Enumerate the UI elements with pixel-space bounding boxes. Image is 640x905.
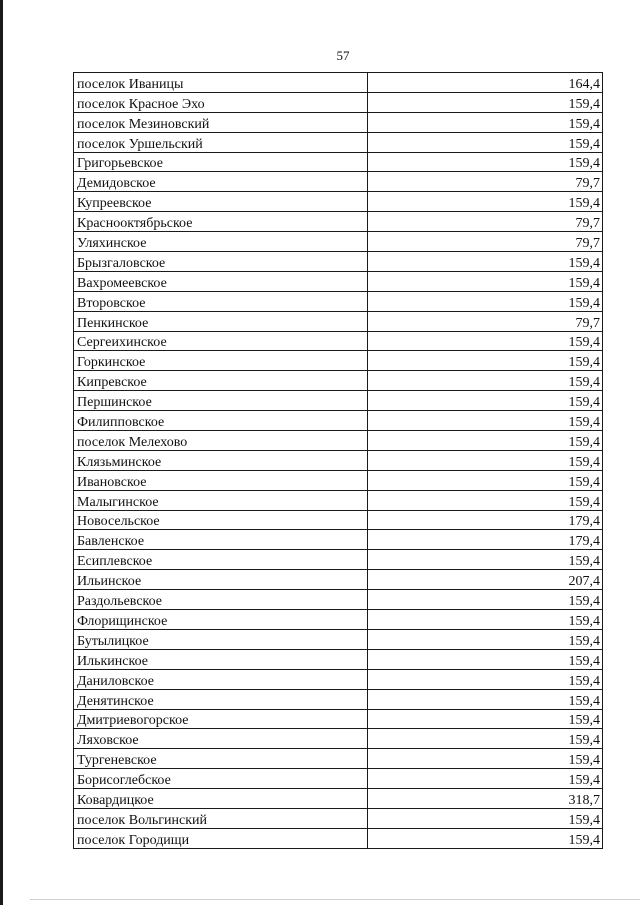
table-row (74, 610, 603, 630)
table-row (74, 570, 603, 590)
municipality-name-cell: Першинское (74, 391, 368, 411)
table-row (74, 331, 603, 351)
municipality-name-cell: Илькинское (74, 649, 368, 669)
page-number: 57 (336, 48, 350, 63)
municipality-name-cell: поселок Иваницы (74, 73, 368, 93)
amount-cell: 159,4 (368, 291, 603, 311)
amount-cell: 159,4 (368, 629, 603, 649)
amount-cell: 159,4 (368, 828, 603, 848)
table-body (74, 73, 603, 849)
table-row (74, 132, 603, 152)
amount-cell: 179,4 (368, 510, 603, 530)
amount-cell: 159,4 (368, 450, 603, 470)
municipality-name-cell: Сергеихинское (74, 331, 368, 351)
table-row (74, 152, 603, 172)
amount-cell: 159,4 (368, 371, 603, 391)
table-row (74, 411, 603, 431)
municipality-name-cell: Уляхинское (74, 232, 368, 252)
scan-edge-line (0, 0, 3, 905)
amount-cell: 159,4 (368, 649, 603, 669)
municipality-name-cell: Филипповское (74, 411, 368, 431)
amount-cell: 159,4 (368, 470, 603, 490)
amount-cell: 159,4 (368, 669, 603, 689)
table-row (74, 649, 603, 669)
amount-cell: 159,4 (368, 749, 603, 769)
municipality-name-cell: поселок Мелехово (74, 431, 368, 451)
municipality-name-cell: Даниловское (74, 669, 368, 689)
amount-cell: 79,7 (368, 172, 603, 192)
amount-cell: 179,4 (368, 530, 603, 550)
amount-cell: 79,7 (368, 212, 603, 232)
municipality-name-cell: Купреевское (74, 192, 368, 212)
table-row (74, 470, 603, 490)
amount-cell: 159,4 (368, 610, 603, 630)
amount-cell: 159,4 (368, 709, 603, 729)
table-row (74, 271, 603, 291)
municipality-name-cell: Григорьевское (74, 152, 368, 172)
table-row (74, 769, 603, 789)
municipality-name-cell: Тургеневское (74, 749, 368, 769)
table-row (74, 212, 603, 232)
amount-cell: 159,4 (368, 689, 603, 709)
table-row (74, 371, 603, 391)
municipality-name-cell: Клязьминское (74, 450, 368, 470)
table-row (74, 431, 603, 451)
municipality-name-cell: Малыгинское (74, 490, 368, 510)
amount-cell: 159,4 (368, 112, 603, 132)
municipality-name-cell: Флорищинское (74, 610, 368, 630)
amount-cell: 159,4 (368, 331, 603, 351)
table-row (74, 550, 603, 570)
municipality-name-cell: Новосельское (74, 510, 368, 530)
table-row (74, 351, 603, 371)
table-row (74, 252, 603, 272)
municipality-name-cell: Демидовское (74, 172, 368, 192)
municipality-name-cell: поселок Вольгинский (74, 808, 368, 828)
municipality-name-cell: поселок Уршельский (74, 132, 368, 152)
amount-cell: 159,4 (368, 271, 603, 291)
amount-cell: 159,4 (368, 431, 603, 451)
table-row (74, 450, 603, 470)
municipality-name-cell: Есиплевское (74, 550, 368, 570)
table-row (74, 192, 603, 212)
scan-bottom-line (30, 899, 640, 900)
amount-cell: 159,4 (368, 192, 603, 212)
municipality-name-cell: Дмитриевогорское (74, 709, 368, 729)
municipality-name-cell: Горкинское (74, 351, 368, 371)
table-row (74, 590, 603, 610)
municipality-name-cell: Пенкинское (74, 311, 368, 331)
table-row (74, 709, 603, 729)
table-row (74, 73, 603, 93)
amount-cell: 159,4 (368, 590, 603, 610)
municipality-name-cell: Кипревское (74, 371, 368, 391)
amount-cell: 159,4 (368, 252, 603, 272)
municipality-name-cell: Ляховское (74, 729, 368, 749)
amount-cell: 79,7 (368, 311, 603, 331)
amount-cell: 159,4 (368, 808, 603, 828)
table-row (74, 490, 603, 510)
municipality-name-cell: Краснооктябрьское (74, 212, 368, 232)
amount-cell: 159,4 (368, 729, 603, 749)
table-row (74, 391, 603, 411)
table-row (74, 808, 603, 828)
municipality-name-cell: поселок Мезиновский (74, 112, 368, 132)
table-row (74, 510, 603, 530)
amount-cell: 164,4 (368, 73, 603, 93)
amount-cell: 79,7 (368, 232, 603, 252)
table-row (74, 92, 603, 112)
amount-cell: 159,4 (368, 132, 603, 152)
amount-cell: 159,4 (368, 152, 603, 172)
table-row (74, 311, 603, 331)
municipality-name-cell: Раздольевское (74, 590, 368, 610)
municipality-name-cell: Второвское (74, 291, 368, 311)
municipality-name-cell: поселок Городищи (74, 828, 368, 848)
allocation-table (73, 72, 603, 849)
municipality-name-cell: Брызгаловское (74, 252, 368, 272)
table-row (74, 729, 603, 749)
amount-cell: 159,4 (368, 391, 603, 411)
amount-cell: 159,4 (368, 351, 603, 371)
table-row (74, 689, 603, 709)
table-row (74, 530, 603, 550)
table-row (74, 172, 603, 192)
table-row (74, 669, 603, 689)
municipality-name-cell: Борисоглебское (74, 769, 368, 789)
table-row (74, 232, 603, 252)
amount-cell: 318,7 (368, 789, 603, 809)
municipality-name-cell: поселок Красное Эхо (74, 92, 368, 112)
table-row (74, 749, 603, 769)
amount-cell: 159,4 (368, 411, 603, 431)
table-row (74, 629, 603, 649)
municipality-name-cell: Денятинское (74, 689, 368, 709)
table-row (74, 112, 603, 132)
amount-cell: 207,4 (368, 570, 603, 590)
municipality-name-cell: Вахромеевское (74, 271, 368, 291)
amount-cell: 159,4 (368, 550, 603, 570)
amount-cell: 159,4 (368, 490, 603, 510)
table-row (74, 789, 603, 809)
municipality-name-cell: Ивановское (74, 470, 368, 490)
municipality-name-cell: Ковардицкое (74, 789, 368, 809)
table-row (74, 291, 603, 311)
municipality-name-cell: Бавленское (74, 530, 368, 550)
municipality-name-cell: Ильинское (74, 570, 368, 590)
amount-cell: 159,4 (368, 92, 603, 112)
amount-cell: 159,4 (368, 769, 603, 789)
table-row (74, 828, 603, 848)
municipality-name-cell: Бутылицкое (74, 629, 368, 649)
